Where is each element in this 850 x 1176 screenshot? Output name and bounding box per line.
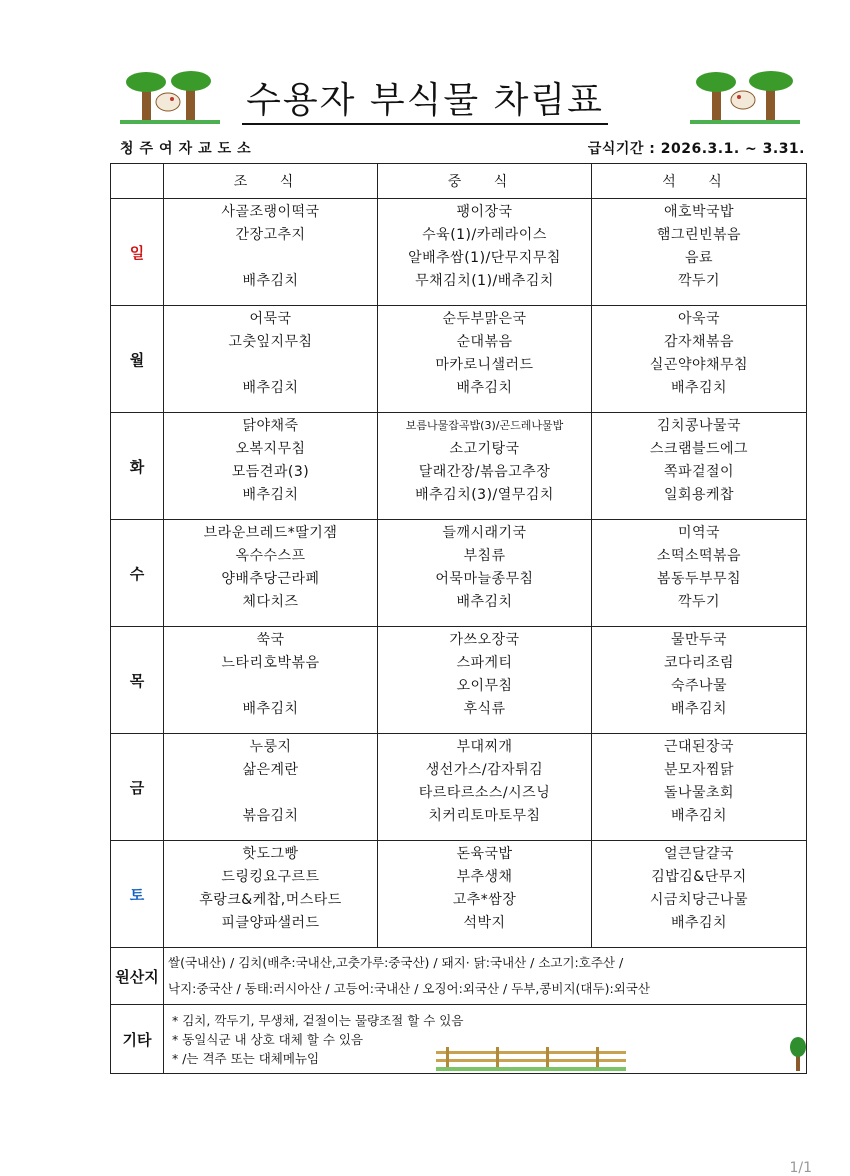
day-row (111, 199, 807, 306)
menu-item: 고추*쌈장 (452, 892, 517, 908)
fence-decoration-icon (436, 1045, 626, 1071)
day-label: 화 (111, 413, 164, 520)
menu-item: 핫도그빵 (242, 846, 299, 862)
menu-item: 오이무침 (456, 678, 513, 694)
breakfast-cell (164, 734, 378, 841)
menu-item: 소떡소떡볶음 (656, 548, 742, 564)
day-label: 토 (111, 841, 164, 948)
breakfast-cell (164, 306, 378, 413)
dinner-cell (592, 520, 807, 627)
origin-line-2: 낙지:중국산 / 동태:러시아산 / 고등어:국내산 / 오징어:외국산 / 두부,콩비지(대두):외국산 (168, 981, 650, 996)
menu-item: 봄동두부무침 (656, 571, 742, 587)
menu-item: 쪽파겉절이 (663, 464, 735, 480)
menu-item: 간장고추지 (235, 227, 306, 243)
menu-item: 얼큰달걀국 (663, 846, 735, 862)
day-label: 목 (111, 627, 164, 734)
dinner-cell (592, 306, 807, 413)
menu-item: 배추김치 (242, 701, 299, 717)
menu-item: 마카로니샐러드 (435, 357, 534, 373)
menu-item: 드링킹요구르트 (221, 869, 320, 885)
menu-item: 배추김치 (242, 487, 299, 503)
menu-item: 깍두기 (677, 273, 721, 289)
menu-item: 스파게티 (456, 655, 513, 671)
breakfast-cell (164, 413, 378, 520)
menu-item: 치커리토마토무침 (428, 808, 541, 824)
menu-item (164, 675, 377, 698)
dinner-cell (592, 841, 807, 948)
menu-item: 배추김치 (242, 380, 299, 396)
menu-item: 애호박국밥 (663, 204, 735, 220)
breakfast-cell (164, 520, 378, 627)
menu-item: 후식류 (463, 701, 506, 717)
menu-item: 배추김치 (456, 380, 513, 396)
menu-item: 느타리호박볶음 (221, 655, 320, 671)
menu-item: 배추김치(3)/열무김치 (415, 487, 554, 503)
menu-item: 양배추당근라페 (221, 571, 320, 587)
day-label: 금 (111, 734, 164, 841)
note-item: * 동일식군 내 상호 대체 할 수 있음 (172, 1032, 364, 1047)
menu-item: 배추김치 (670, 915, 728, 931)
menu-item: 모듬견과(3) (231, 464, 310, 480)
menu-item: 일회용케찹 (663, 487, 735, 503)
menu-item: 고춧잎지무침 (228, 334, 313, 350)
menu-item: 배추김치 (670, 808, 728, 824)
dinner-cell (592, 199, 807, 306)
header-lunch: 중 식 (378, 164, 592, 199)
menu-item: 배추김치 (242, 273, 299, 289)
origin-cell (164, 948, 807, 1005)
menu-item: 수육(1)/카레라이스 (422, 227, 547, 243)
menu-item: 음료 (684, 250, 714, 266)
menu-item: 배추김치 (456, 594, 513, 610)
menu-item: 브라운브레드*딸기잼 (203, 525, 338, 541)
menu-item: 어묵국 (249, 311, 292, 327)
menu-item: 가쓰오장국 (449, 632, 520, 648)
day-row (111, 413, 807, 520)
menu-item: 김치콩나물국 (656, 418, 742, 434)
lunch-cell (378, 734, 592, 841)
menu-item: 쑥국 (256, 632, 285, 648)
menu-item: 분모자찜닭 (663, 762, 735, 778)
lunch-cell (378, 199, 592, 306)
day-label: 일 (111, 199, 164, 306)
menu-item: 부침류 (463, 548, 506, 564)
dinner-cell (592, 413, 807, 520)
menu-item: 근대된장국 (663, 739, 735, 755)
menu-item: 아욱국 (677, 311, 721, 327)
menu-item: 체다치즈 (242, 594, 299, 610)
lunch-cell (378, 520, 592, 627)
header-row (111, 164, 807, 199)
lunch-cell (378, 627, 592, 734)
breakfast-cell (164, 199, 378, 306)
lunch-cell (378, 841, 592, 948)
menu-item: 볶음김치 (242, 808, 299, 824)
lunch-cell (378, 413, 592, 520)
menu-item: 김밥김&단무지 (651, 869, 747, 885)
menu-item: 달래간장/볶음고추장 (418, 464, 551, 480)
dinner-cell (592, 627, 807, 734)
menu-item: 피클양파샐러드 (221, 915, 320, 931)
day-row (111, 841, 807, 948)
page-number: 1/1 (789, 1160, 812, 1176)
menu-item (164, 782, 377, 805)
breakfast-cell (164, 841, 378, 948)
menu-item: 미역국 (677, 525, 721, 541)
menu-item: 시금치당근나물 (649, 892, 749, 908)
menu-item: 순두부맑은국 (442, 311, 527, 327)
lunch-cell (378, 306, 592, 413)
menu-item: 스크램블드에그 (649, 441, 749, 457)
day-label: 수 (111, 520, 164, 627)
menu-item: 깍두기 (677, 594, 721, 610)
menu-item: 오복지무침 (235, 441, 306, 457)
menu-item: 들깨시래기국 (442, 525, 527, 541)
meal-period: 급식기간 : 2026.3.1. ~ 3.31. (587, 141, 805, 157)
menu-item: 생선가스/감자튀김 (425, 762, 544, 778)
origin-row (111, 948, 807, 1005)
menu-item: 숙주나물 (670, 678, 728, 694)
notes-row (111, 1005, 807, 1074)
menu-item (164, 247, 377, 270)
page-title: 수용자 부식물 차림표 (0, 72, 850, 123)
menu-item: 타르타르소스/시즈닝 (418, 785, 551, 801)
header-dinner: 석 식 (592, 164, 807, 199)
menu-item: 돌나물초회 (663, 785, 735, 801)
menu-item: 부추생채 (456, 869, 513, 885)
menu-item: 감자채볶음 (663, 334, 735, 350)
menu-item: 옥수수스프 (235, 548, 306, 564)
menu-item: 배추김치 (670, 701, 728, 717)
day-label: 월 (111, 306, 164, 413)
day-row (111, 520, 807, 627)
menu-item: 알배추쌈(1)/단무지무침 (408, 250, 561, 266)
menu-item: 팽이장국 (456, 204, 513, 220)
menu-item: 닭야채죽 (242, 418, 299, 434)
menu-item: 후랑크&케찹,머스타드 (199, 892, 342, 908)
menu-item: 무채김치(1)/배추김치 (415, 273, 554, 289)
tree-icon (790, 1035, 806, 1071)
menu-item: 삶은계란 (242, 762, 299, 778)
note-item: * /는 격주 또는 대체메뉴임 (172, 1051, 320, 1066)
menu-item: 배추김치 (670, 380, 728, 396)
menu-item: 사골조랭이떡국 (221, 204, 320, 220)
menu-item: 실곤약야채무침 (649, 357, 749, 373)
menu-table (110, 163, 807, 1074)
dinner-cell (592, 734, 807, 841)
header-corner (111, 164, 164, 199)
note-item: * 김치, 깍두기, 무생채, 겉절이는 물량조절 할 수 있음 (172, 1013, 464, 1028)
menu-item: 석박지 (463, 915, 506, 931)
menu-item: 코다리조림 (663, 655, 735, 671)
menu-item: 누룽지 (249, 739, 292, 755)
institution-name: 청주여자교도소 (120, 141, 257, 157)
header-breakfast: 조 식 (164, 164, 378, 199)
menu-item: 부대찌개 (456, 739, 513, 755)
day-row (111, 306, 807, 413)
origin-label: 원산지 (111, 948, 164, 1005)
notes-label: 기타 (111, 1005, 164, 1074)
menu-item: 순대볶음 (456, 334, 513, 350)
menu-item: 돈육국밥 (456, 846, 513, 862)
menu-item: 소고기탕국 (449, 441, 520, 457)
breakfast-cell (164, 627, 378, 734)
origin-line-1: 쌀(국내산) / 김치(배추:국내산,고춧가루:중국산) / 돼지· 닭:국내산 / 소고기:호주산 / (168, 955, 624, 970)
day-row (111, 734, 807, 841)
menu-item (164, 354, 377, 377)
menu-item: 보름나물잡곡밥(3)/곤드레나물밥 (405, 419, 564, 432)
notes-cell (164, 1005, 807, 1074)
menu-item: 물만두국 (670, 632, 728, 648)
menu-item: 햄그린빈볶음 (656, 227, 742, 243)
day-row (111, 627, 807, 734)
menu-item: 어묵마늘종무침 (435, 571, 534, 587)
